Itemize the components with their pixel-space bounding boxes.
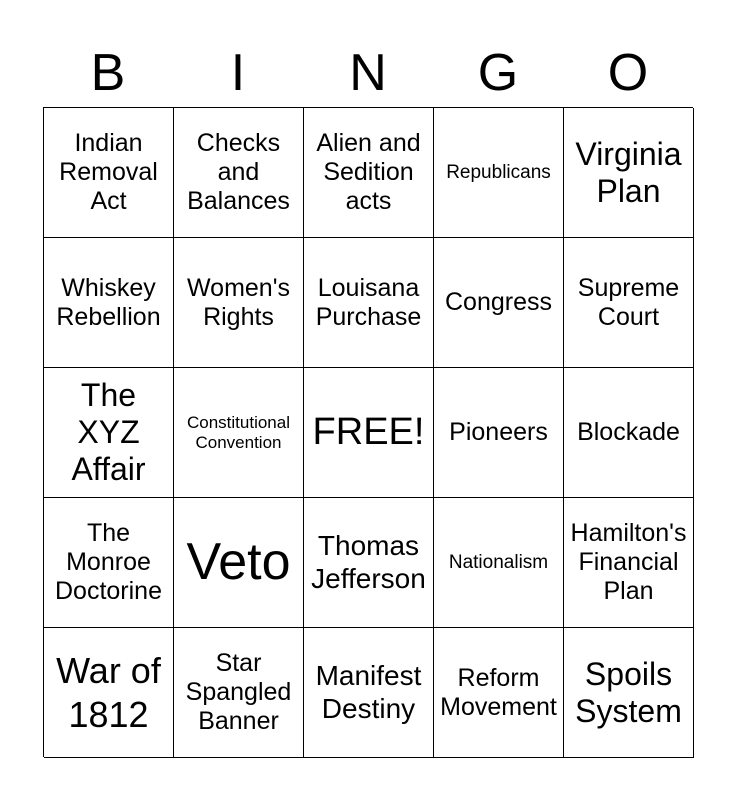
bingo-cell[interactable]: Hamilton's Financial Plan (564, 498, 694, 628)
header-letter-g: G (477, 44, 519, 102)
bingo-cell[interactable]: Checks and Balances (174, 108, 304, 238)
bingo-cell[interactable]: The Monroe Doctorine (44, 498, 174, 628)
bingo-cell[interactable]: Alien and Sedition acts (304, 108, 434, 238)
bingo-cell[interactable]: Pioneers (434, 368, 564, 498)
bingo-cell[interactable]: Manifest Destiny (304, 628, 434, 758)
header-letter-b: B (90, 44, 126, 102)
bingo-cell[interactable]: Louisana Purchase (304, 238, 434, 368)
bingo-cell[interactable]: Virginia Plan (564, 108, 694, 238)
bingo-cell[interactable]: Star Spangled Banner (174, 628, 304, 758)
bingo-cell[interactable]: Whiskey Rebellion (44, 238, 174, 368)
bingo-cell[interactable]: Reform Movement (434, 628, 564, 758)
bingo-cell[interactable]: Spoils System (564, 628, 694, 758)
bingo-cell[interactable]: The XYZ Affair (44, 368, 174, 498)
bingo-cell[interactable]: Congress (434, 238, 564, 368)
bingo-cell[interactable]: Nationalism (434, 498, 564, 628)
header-letter-n: N (349, 44, 387, 102)
bingo-cell[interactable]: War of 1812 (44, 628, 174, 758)
bingo-cell[interactable]: Republicans (434, 108, 564, 238)
bingo-cell[interactable]: Indian Removal Act (44, 108, 174, 238)
bingo-cell[interactable]: Supreme Court (564, 238, 694, 368)
bingo-cell[interactable]: Veto (174, 498, 304, 628)
bingo-cell[interactable]: Thomas Jefferson (304, 498, 434, 628)
bingo-cell[interactable]: Women's Rights (174, 238, 304, 368)
free-space-cell[interactable]: FREE! (304, 368, 434, 498)
header-letter-o: O (607, 44, 649, 102)
bingo-cell[interactable]: Blockade (564, 368, 694, 498)
bingo-cell[interactable]: Constitutional Convention (174, 368, 304, 498)
bingo-header (43, 40, 693, 106)
header-letter-i: I (230, 44, 246, 102)
bingo-board (43, 107, 693, 757)
